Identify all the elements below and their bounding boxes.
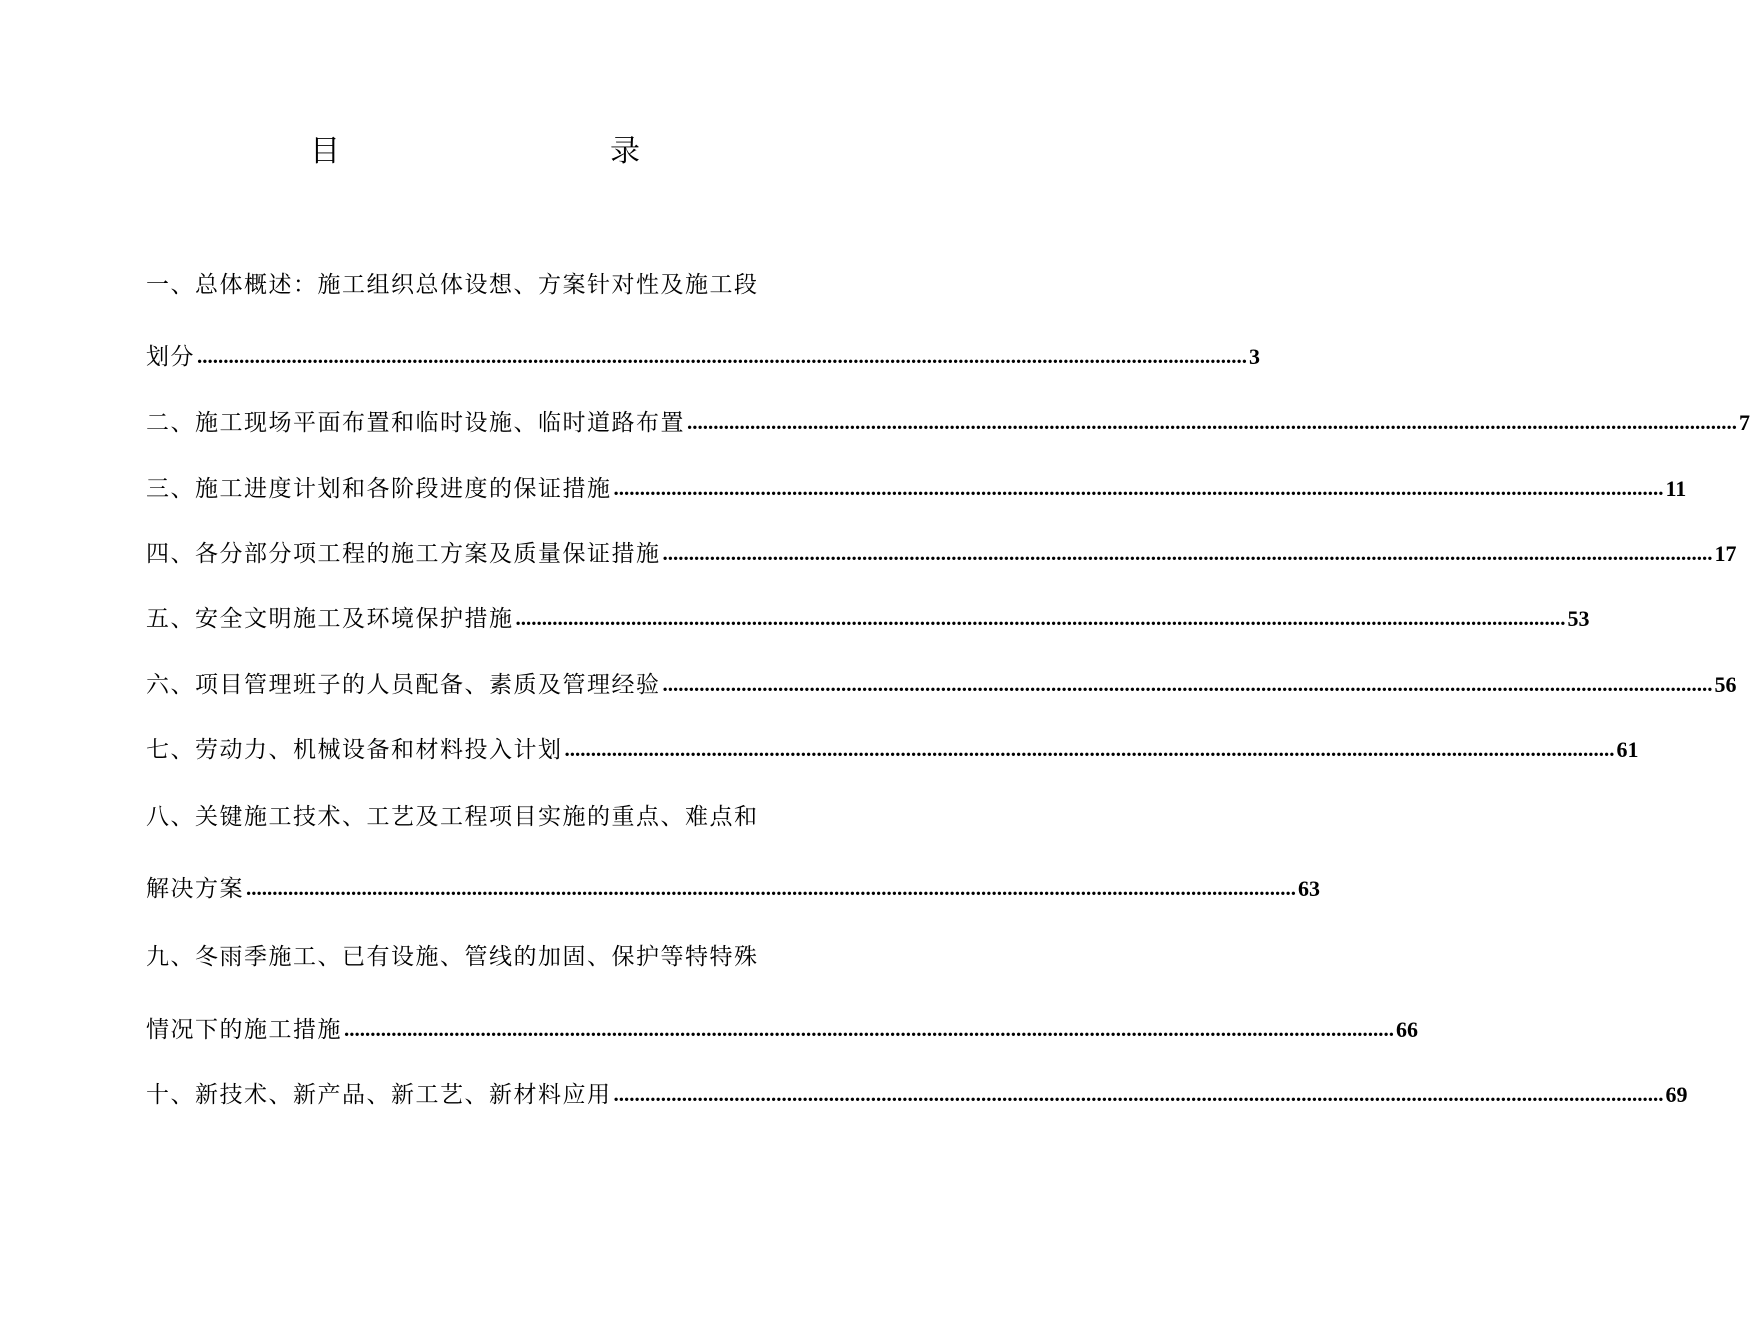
toc-leader-dots: ........................................................................................................................................................................................................ — [687, 410, 1737, 434]
toc-entry-10[interactable] — [146, 1072, 1688, 1112]
toc-entry-1-first-line[interactable] — [146, 262, 868, 302]
toc-leader-dots: ........................................................................................................................................................................................................ — [662, 541, 1713, 565]
toc-entry-text: 二、施工现场平面布置和临时设施、临时道路布置 — [146, 410, 685, 436]
toc-entry-8[interactable] — [146, 866, 1320, 906]
toc-page-number: 66 — [1396, 1017, 1418, 1042]
toc-entry-8-first-line[interactable] — [146, 794, 868, 834]
toc-entry-text: 七、劳动力、机械设备和材料投入计划 — [146, 737, 563, 763]
toc-entry-text: 十、新技术、新产品、新工艺、新材料应用 — [146, 1082, 612, 1108]
toc-leader-dots: ........................................................................................................................................................................................................ — [344, 1017, 1394, 1041]
toc-page-number: 17 — [1714, 541, 1737, 566]
toc-page-number: 69 — [1665, 1082, 1688, 1107]
toc-entry-7[interactable] — [146, 727, 1639, 767]
toc-entry-text: 一、总体概述：施工组织总体设想、方案针对性及施工段 — [146, 272, 759, 298]
page-title: 目 录 — [310, 134, 710, 169]
toc-leader-dots: ........................................................................................................................................................................................................ — [515, 606, 1566, 630]
toc-leader-dots: ........................................................................................................................................................................................................ — [613, 1082, 1664, 1106]
toc-entry-2[interactable] — [146, 400, 1750, 440]
toc-entry-4[interactable] — [146, 531, 1737, 571]
toc-page-number: 53 — [1567, 606, 1590, 631]
toc-entry-9[interactable] — [146, 1007, 1418, 1047]
toc-page-number: 3 — [1249, 344, 1260, 369]
toc-entry-text: 六、项目管理班子的人员配备、素质及管理经验 — [146, 672, 661, 698]
toc-entry-text: 九、冬雨季施工、已有设施、管线的加固、保护等特特殊 — [146, 944, 759, 970]
toc-leader-dots: ........................................................................................................................................................................................................ — [564, 737, 1615, 761]
toc-entry-text: 八、关键施工技术、工艺及工程项目实施的重点、难点和 — [146, 804, 759, 830]
toc-leader-dots: ........................................................................................................................................................................................................ — [662, 672, 1713, 696]
toc-page-number: 11 — [1665, 476, 1687, 501]
toc-entry-text: 划分 — [146, 344, 195, 370]
toc-page-number: 61 — [1616, 737, 1639, 762]
toc-entry-6[interactable] — [146, 662, 1737, 702]
toc-entry-5[interactable] — [146, 596, 1590, 636]
toc-page-number: 63 — [1298, 876, 1320, 901]
toc-leader-dots: ........................................................................................................................................................................................................ — [197, 344, 1247, 368]
toc-entry-text: 四、各分部分项工程的施工方案及质量保证措施 — [146, 541, 661, 567]
toc-entry-1[interactable] — [146, 334, 1260, 374]
toc-entry-9-first-line[interactable] — [146, 934, 868, 974]
toc-entry-text: 五、安全文明施工及环境保护措施 — [146, 606, 514, 632]
toc-leader-dots: ........................................................................................................................................................................................................ — [613, 476, 1664, 500]
toc-entry-text: 三、施工进度计划和各阶段进度的保证措施 — [146, 476, 612, 502]
toc-page-number: 56 — [1714, 672, 1737, 697]
toc-page-number: 7 — [1739, 410, 1750, 435]
toc-entry-text: 解决方案 — [146, 876, 244, 902]
toc-entry-3[interactable] — [146, 466, 1687, 506]
toc-leader-dots: ........................................................................................................................................................................................................ — [246, 876, 1296, 900]
toc-entry-text: 情况下的施工措施 — [146, 1017, 342, 1043]
